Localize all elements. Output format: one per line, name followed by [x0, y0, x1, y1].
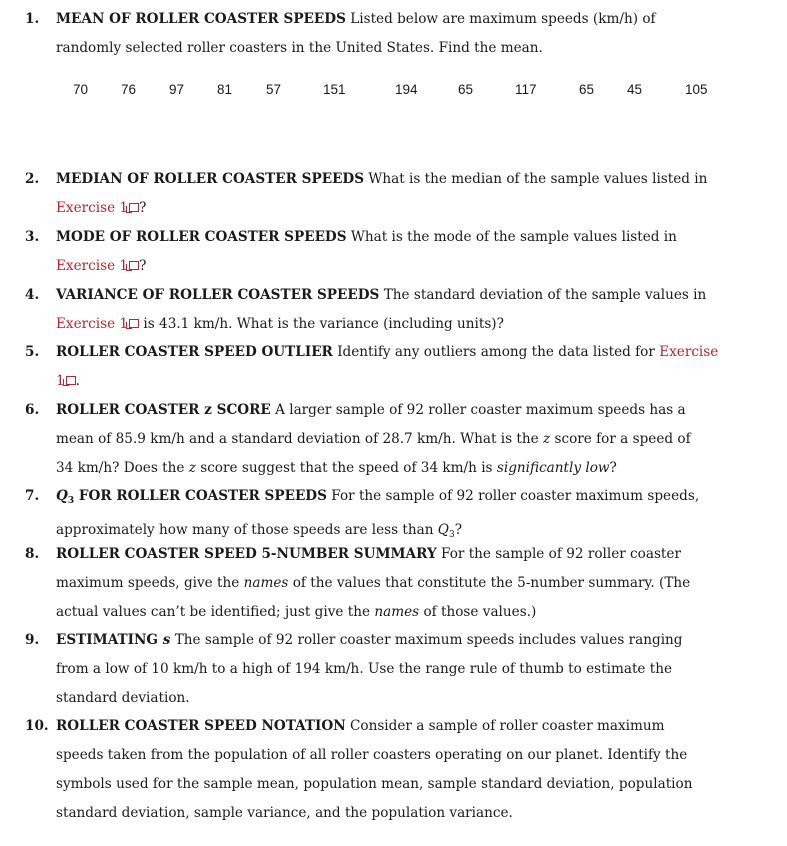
exercise-1-link[interactable]: Exercise 1	[56, 258, 129, 274]
exercise-number: 8.	[25, 546, 40, 562]
exercise-page: 1. MEAN OF ROLLER COASTER SPEEDS Listed below are maximum speeds (km/h) of randomly selected roller coasters in the United States. Find the mean. 70 76 97 81 57 151 194 65 117 65 45 105 2. MEDIAN OF ROLLER COASTER SPEEDS What is the median of the sample values listed in Exercise 1 ? 3. MODE OF ROLLER COASTER SPEEDS What is the mode of the sample values listed in Exercise 1 ? 4. VARIANCE OF ROLLER COASTER SPEEDS The standard deviation of the sample values in Exercise 1 is 43.1 km/h. What is the variance (including units)? 5. ROLLER COASTER SPEED OUTLIER Identify any outliers among the data listed for Exercise 1 . 6. ROLLER COASTER z SCORE A larger sample of 92 roller coaster maximum speeds has a mean of 85.9 km/h and a standard deviation of 28.7 km/h. What is the z score for a speed of 34 km/h? Does the z score suggest that the speed of 34 km/h is significantly low? 7. $Q_3$ FOR ROLLER COASTER SPEEDS For the sample of 92 roller coaster maximum speeds, approximately how many of those speeds are less than $Q_3$? 8. ROLLER COASTER SPEED 5-NUMBER SUMMARY For the sample of 92 roller coaster maximum speeds, give the names of the values that constitute the 5-number summary. (The actual values can’t be identified; just give the names of those values.) 9. ESTIMATING s The sample of 92 roller coaster maximum speeds includes values ranging from a low of 10 km/h to a high of 194 km/h. Use the range rule of thumb to estimate the standard deviation. 10. ROLLER COASTER SPEED NOTATION Consider a sample of roller coaster maximum speeds taken from the population of all roller coasters operating on our planet. Identify the symbols used for the sample mean, population mean, sample standard deviation, population standard deviation, sample variance, and the population variance.	[0, 0, 787, 846]
exercise-number: 5.	[25, 344, 40, 360]
speed-value: 65	[458, 82, 474, 97]
external-link-icon[interactable]	[129, 203, 139, 212]
speed-value: 194	[395, 82, 418, 97]
speed-value: 65	[579, 82, 595, 97]
speed-value: 45	[627, 82, 643, 97]
exercise-heading: MEAN OF ROLLER COASTER SPEEDS	[56, 11, 346, 27]
exercise-number: 3.	[25, 229, 40, 245]
exercise-1-link[interactable]: Exercise	[659, 344, 719, 360]
speed-value: 97	[169, 82, 185, 97]
exercise-number: 1.	[25, 11, 40, 27]
speed-value: 117	[515, 82, 537, 97]
exercise-number: 10.	[25, 718, 49, 734]
exercise-number: 9.	[25, 632, 40, 648]
speed-value: 57	[266, 82, 282, 97]
exercise-number: 7.	[25, 488, 40, 504]
exercise-1-link[interactable]: Exercise 1	[56, 200, 129, 216]
exercise-text: MEAN OF ROLLER COASTER SPEEDS Listed below are maximum speeds (km/h) of randomly selected roller coasters in the United States. Find the mean.	[56, 11, 656, 56]
exercise-1-link[interactable]: Exercise 1	[56, 316, 129, 332]
exercise-number: 4.	[25, 287, 40, 303]
speed-value: 105	[685, 82, 708, 97]
speed-value: 151	[323, 82, 346, 97]
external-link-icon[interactable]	[129, 261, 139, 270]
external-link-icon[interactable]	[66, 376, 76, 385]
exercise-number: 2.	[25, 171, 40, 187]
speed-value: 81	[217, 82, 233, 97]
speed-value: 76	[121, 82, 137, 97]
speed-value: 70	[73, 82, 89, 97]
exercise-number: 6.	[25, 402, 40, 418]
external-link-icon[interactable]	[129, 319, 139, 328]
